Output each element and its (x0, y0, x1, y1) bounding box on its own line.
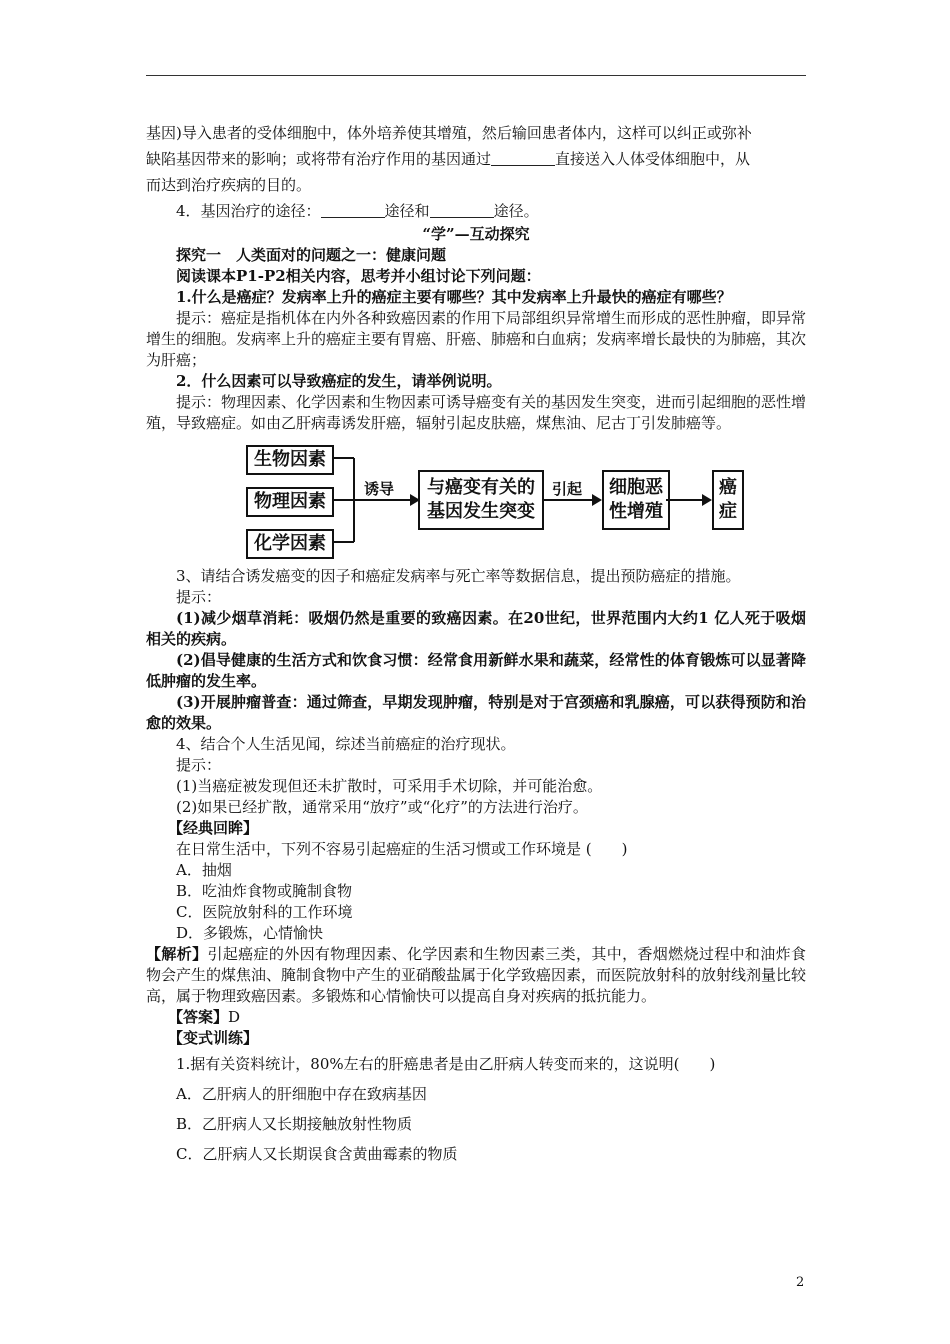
fill-blank (491, 151, 555, 166)
cell-line-2: 性增殖 (609, 501, 663, 522)
answer-line (146, 1007, 806, 1028)
section-title: “学”—互动探究 (422, 225, 530, 243)
measure-1: (1)减少烟草消耗：吸烟仍然是重要的致癌因素。在20世纪，世界范围内大约1 亿人死于吸烟相关的疾病。 (146, 609, 806, 648)
gene-line-1: 与癌变有关的 (427, 477, 535, 498)
variant-option-b: B．乙肝病人又长期接触放射性物质 (176, 1115, 413, 1133)
hint-label-2: 提示： (176, 756, 222, 774)
measure-2: (2)倡导健康的生活方式和饮食习惯：经常食用新鲜水果和蔬菜，经常性的体育锻炼可以显著降低肿瘤的发生率。 (146, 651, 806, 690)
biological-factor-box: 生物因素 (246, 445, 334, 475)
variant-option-c: C．乙肝病人又长期误食含黄曲霉素的物质 (176, 1145, 458, 1163)
treatment-1: (1)当癌症被发现但还未扩散时，可采用手术切除，并可能治愈。 (176, 777, 603, 795)
cell-proliferation-box (602, 470, 670, 530)
variant-heading: 【变式训练】 (168, 1029, 259, 1047)
gene-mutation-box (418, 470, 544, 530)
header-rule (146, 75, 806, 76)
intro-line-1: 基因)导入患者的受体细胞中，体外培养使其增殖，然后输回患者体内，这样可以纠正或弥补 (146, 124, 752, 142)
item4-line: 4．基因治疗的途径： 途径和 途径。 (176, 202, 539, 220)
answer-label: 【答案】 (168, 1008, 229, 1026)
fill-blank (430, 203, 494, 218)
explore1-title: 探究一 人类面对的问题之一：健康问题 (176, 246, 447, 264)
question-2: 2．什么因素可以导致癌症的发生，请举例说明。 (176, 372, 502, 390)
classic-question: 在日常生活中，下列不容易引起癌症的生活习惯或工作环境是 ( ) (176, 840, 628, 858)
analysis-label: 【解析】 (146, 945, 208, 963)
classic-option-d: D．多锻炼，心情愉快 (176, 924, 324, 942)
chemical-factor-box: 化学因素 (246, 529, 334, 559)
explore1-instruction: 阅读课本P1-P2相关内容，思考并小组讨论下列问题： (176, 267, 541, 285)
physical-factor-box: 物理因素 (246, 487, 334, 517)
cancer-line-2: 症 (719, 501, 737, 522)
classic-option-a: A．抽烟 (176, 861, 232, 879)
cell-line-1: 细胞恶 (609, 477, 663, 498)
classic-heading: 【经典回眸】 (168, 819, 259, 837)
fill-blank (321, 203, 385, 218)
question-1: 1.什么是癌症？发病率上升的癌症主要有哪些？其中发病率上升最快的癌症有哪些？ (176, 288, 732, 306)
answer-1: 提示：癌症是指机体在内外各种致癌因素的作用下局部组织异常增生而形成的恶性肿瘤，即异常增生的细胞。发病率上升的癌症主要有胃癌、肝癌、肺癌和白血病；发病率增长最快的为肺癌，其次为肝癌； (146, 309, 807, 369)
gene-line-2: 基因发生突变 (427, 501, 535, 522)
answer-2: 提示：物理因素、化学因素和生物因素可诱导癌变有关的基因发生突变，进而引起细胞的恶性增殖，导致癌症。如由乙肝病毒诱发肝癌，辐射引起皮肤癌，煤焦油、尼古丁引发肺癌等。 (146, 393, 807, 432)
intro-line-2: 缺陷基因带来的影响；或将带有治疗作用的基因通过 直接送入人体受体细胞中，从 (146, 150, 751, 168)
variant-question: 1.据有关资料统计，80%左右的肝癌患者是由乙肝病人转变而来的，这说明( ) (176, 1055, 716, 1073)
variant-option-a: A．乙肝病人的肝细胞中存在致病基因 (176, 1085, 427, 1103)
cancer-box (712, 470, 744, 530)
treatment-2: (2)如果已经扩散，通常采用“放疗”或“化疗”的方法进行治疗。 (176, 798, 588, 816)
cancer-cause-diagram (146, 442, 806, 560)
page-number: 2 (796, 1275, 805, 1290)
analysis (146, 944, 806, 1007)
analysis-text: 引起癌症的外因有物理因素、化学因素和生物因素三类，其中，香烟燃烧过程中和油炸食物会产生的煤焦油、腌制食物中产生的亚硝酸盐属于化学致癌因素，而医院放射科的放射线剂量比较高，属于物理致癌因素。多锻炼和心情愉快可以提高自身对疾病的抵抗能力。 (146, 945, 807, 1005)
question-3: 3、请结合诱发癌变的因子和癌症发病率与死亡率等数据信息，提出预防癌症的措施。 (176, 567, 741, 585)
cause-label: 引起 (552, 480, 583, 498)
measure-3: (3)开展肿瘤普查：通过筛查，早期发现肿瘤，特别是对于宫颈癌和乳腺癌，可以获得预防和治愈的效果。 (146, 693, 806, 732)
classic-option-b: B．吃油炸食物或腌制食物 (176, 882, 353, 900)
cancer-line-1: 癌 (719, 477, 737, 498)
answer-value: D (228, 1008, 241, 1026)
induce-label: 诱导 (364, 480, 395, 498)
hint-label: 提示： (176, 588, 222, 606)
document-page (146, 120, 806, 1169)
intro-line-3: 而达到治疗疾病的目的。 (146, 176, 312, 194)
question-4: 4、结合个人生活见闻，综述当前癌症的治疗现状。 (176, 735, 516, 753)
classic-option-c: C．医院放射科的工作环境 (176, 903, 353, 921)
